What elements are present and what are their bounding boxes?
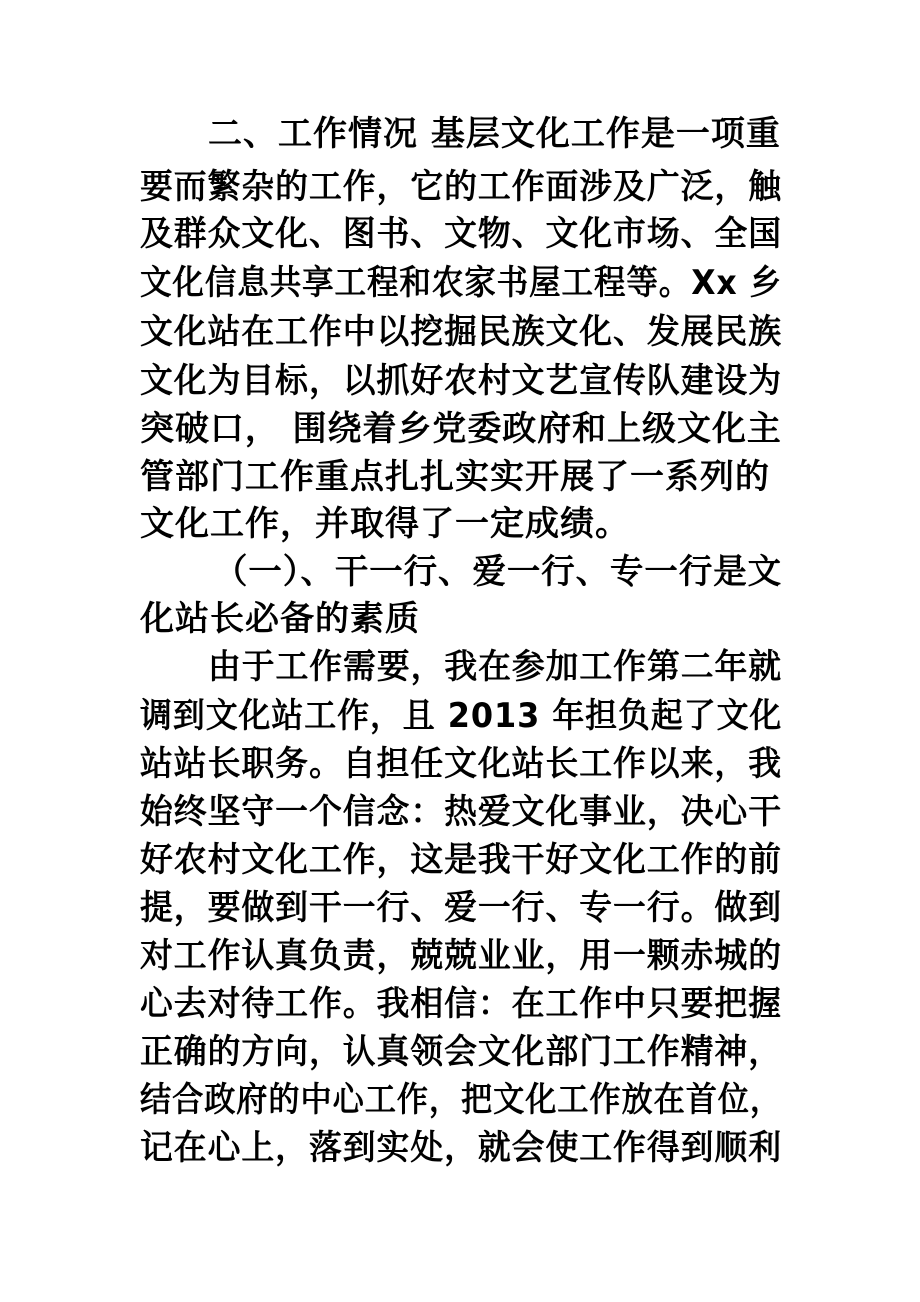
text-line: 心去对待工作。我相信：在工作中只要把握 xyxy=(140,984,782,1024)
text-line: 二、工作情况 基层文化工作是一项重 xyxy=(208,114,781,154)
text-line: 好农村文化工作，这是我干好文化工作的前 xyxy=(140,840,782,880)
text-line: 管部门工作重点扎扎实实开展了一系列的 xyxy=(140,457,770,497)
text-line: 提，要做到干一行、爱一行、专一行。做到 xyxy=(140,888,782,928)
section-heading: （一）、干一行、爱一行、专一行是文 xyxy=(214,552,782,592)
text-line: 文化信息共享工程和农家书屋工程等。Xx 乡 xyxy=(140,263,782,303)
text-line: 对工作认真负责，兢兢业业，用一颗赤城的 xyxy=(140,936,782,976)
text-line: 文化站在工作中以挖掘民族文化、发展民族 xyxy=(140,312,782,352)
text-line: 正确的方向，认真领会文化部门工作精神， xyxy=(140,1032,782,1072)
text-line: 调到文化站工作，且 2013 年担负起了文化 xyxy=(140,696,783,736)
text-line: 始终坚守一个信念：热爱文化事业，决心干 xyxy=(140,792,782,832)
section-heading: 化站长必备的素质 xyxy=(140,599,420,639)
text-line: 结合政府的中心工作，把文化工作放在首位， xyxy=(140,1080,782,1120)
text-line: 及群众文化、图书、文物、文化市场、全国 xyxy=(140,214,782,254)
text-line: 要而繁杂的工作，它的工作面涉及广泛，触 xyxy=(140,167,782,207)
text-line: 站站长职务。自担任文化站长工作以来，我 xyxy=(140,744,782,784)
text-line: 突破口， 围绕着乡党委政府和上级文化主 xyxy=(140,409,782,449)
text-line: 由于工作需要，我在参加工作第二年就 xyxy=(208,647,782,687)
text-line: 文化工作，并取得了一定成绩。 xyxy=(140,504,630,544)
text-line: 记在心上，落到实处，就会使工作得到顺利 xyxy=(140,1128,782,1168)
text-line: 文化为目标，以抓好农村文艺宣传队建设为 xyxy=(140,361,782,401)
